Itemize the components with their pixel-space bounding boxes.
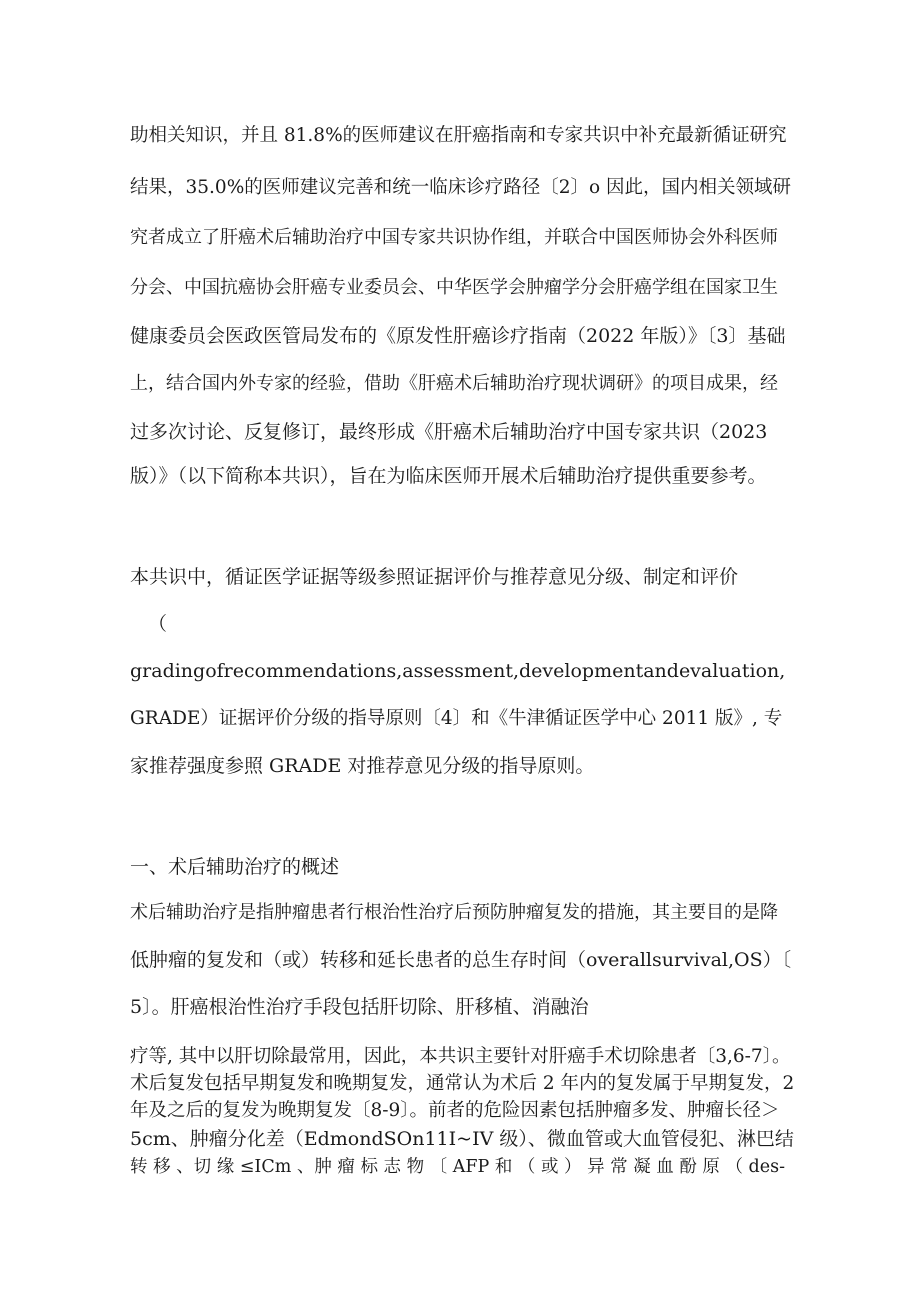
paragraph-2-line-3: gradingofrecommendations,assessment,developmentandevaluation, [130,660,786,682]
paragraph-2-line-2: （ [148,613,168,635]
paragraph-3-line-1: 术后辅助治疗是指肿瘤患者行根治性治疗后预防肿瘤复发的措施，其主要目的是降 [130,902,778,923]
paragraph-4-line-2: 术后复发包括早期复发和晚期复发，通常认为术后 2 年内的复发属于早期复发，2 [130,1073,795,1094]
paragraph-2-line-4: GRADE）证据评价分级的指导原则〔4〕和《牛津循证医学中心 2011 版》, 专 [130,708,783,729]
paragraph-4-line-1: 疗等, 其中以肝切除最常用，因此，本共识主要针对肝癌手术切除患者〔3,6-7〕。 [130,1046,791,1067]
paragraph-1-line-4: 分会、中国抗癌协会肝癌专业委员会、中华医学会肿瘤学分会肝癌学组在国家卫生 [130,277,778,298]
section-heading: 一、术后辅助治疗的概述 [130,856,340,878]
paragraph-1-line-6: 上，结合国内外专家的经验，借助《肝癌术后辅助治疗现状调研》的项目成果，经 [130,373,778,394]
paragraph-1-line-2: 结果，35.0%的医师建议完善和统一临床诊疗路径〔2〕o 因此，国内相关领域研 [130,177,792,198]
paragraph-1-line-3: 究者成立了肝癌术后辅助治疗中国专家共识协作组，并联合中国医师协会外科医师 [130,227,778,248]
paragraph-4-line-4: 5cm、肿瘤分化差（EdmondSOn11I~IV 级）、微血管或大血管侵犯、淋巴结 [130,1128,794,1150]
paragraph-3-line-3: 5〕。肝癌根治性治疗手段包括肝切除、肝移植、消融治 [130,996,589,1018]
paragraph-2-line-1: 本共识中，循证医学证据等级参照证据评价与推荐意见分级、制定和评价 [130,566,739,588]
paragraph-1-line-8: 版）》（以下简称本共识），旨在为临床医师开展术后辅助治疗提供重要参考。 [130,465,767,487]
paragraph-1-line-1: 助相关知识，并且 81.8%的医师建议在肝癌指南和专家共识中补充最新循证研究 [130,125,787,146]
paragraph-4-line-3: 年及之后的复发为晚期复发〔8-9〕。前者的危险因素包括肿瘤多发、肿瘤长径＞ [130,1100,780,1121]
paragraph-4-line-5: 转 移 、切 缘 ≤ICm 、肿 瘤 标 志 物 〔 AFP 和 （ 或 ） 异 常 凝 血 酚 原 （ des- [130,1157,786,1177]
paragraph-2-line-5: 家推荐强度参照 GRADE 对推荐意见分级的指导原则。 [130,755,595,777]
paragraph-1-line-5: 健康委员会医政医管局发布的《原发性肝癌诊疗指南（2022 年版）》〔3〕基础 [130,325,786,347]
paragraph-3-line-2: 低肿瘤的复发和（或）转移和延长患者的总生存时间（overallsurvival,OS）〔 [130,949,792,971]
paragraph-1-line-7: 过多次讨论、反复修订，最终形成《肝癌术后辅助治疗中国专家共识（2023 [130,421,768,443]
